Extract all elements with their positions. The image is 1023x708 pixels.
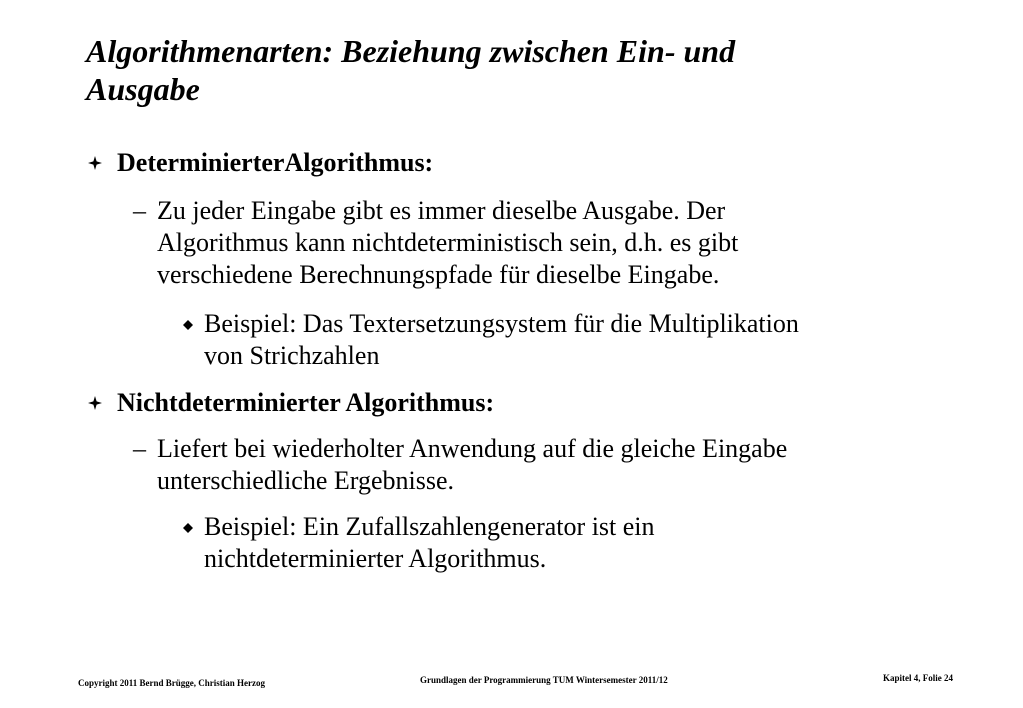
dash-item-nondeterministic — [133, 433, 933, 497]
four-petal-diamond-icon — [88, 396, 102, 410]
dash-bullet: – — [133, 434, 146, 463]
section-heading-text: DeterminierterAlgorithmus: — [117, 148, 434, 177]
example-item-deterministic — [180, 308, 960, 372]
text-line: Algorithmus kann nichtdeterministisch sein, d.h. es gibt — [157, 228, 739, 257]
text-line: von Strichzahlen — [204, 341, 380, 370]
text-line: Beispiel: Ein Zufallszahlengenerator ist ein — [204, 512, 655, 541]
text-line: unterschiedliche Ergebnisse. — [157, 466, 454, 495]
text-line: Liefert bei wiederholter Anwendung auf die gleiche Eingabe — [157, 434, 788, 463]
text-line: Zu jeder Eingabe gibt es immer dieselbe Ausgabe. Der — [157, 196, 726, 225]
slide-title-line-1: Algorithmenarten: Beziehung zwischen Ein- und — [86, 33, 736, 69]
four-petal-diamond-icon — [88, 156, 102, 170]
black-diamond-icon — [183, 523, 193, 533]
text-line: Beispiel: Das Textersetzungsystem für die Multiplikation — [204, 309, 799, 338]
slide-title-line-2: Ausgabe — [86, 71, 200, 107]
dash-bullet: – — [133, 196, 146, 225]
slide-title — [86, 32, 946, 108]
footer-page-number: Kapitel 4, Folie 24 — [883, 673, 953, 683]
dash-item-deterministic — [133, 195, 933, 291]
text-line: nichtdeterminierter Algorithmus. — [204, 544, 547, 573]
example-item-nondeterministic — [180, 511, 960, 575]
section-heading-text: Nichtdeterminierter Algorithmus: — [117, 388, 495, 417]
footer-course: Grundlagen der Programmierung TUM Wintersemester 2011/12 — [420, 675, 668, 685]
black-diamond-icon — [183, 320, 193, 330]
footer-copyright: Copyright 2011 Bernd Brügge, Christian Herzog — [78, 678, 265, 688]
text-line: verschiedene Berechnungspfade für dieselbe Eingabe. — [157, 260, 720, 289]
